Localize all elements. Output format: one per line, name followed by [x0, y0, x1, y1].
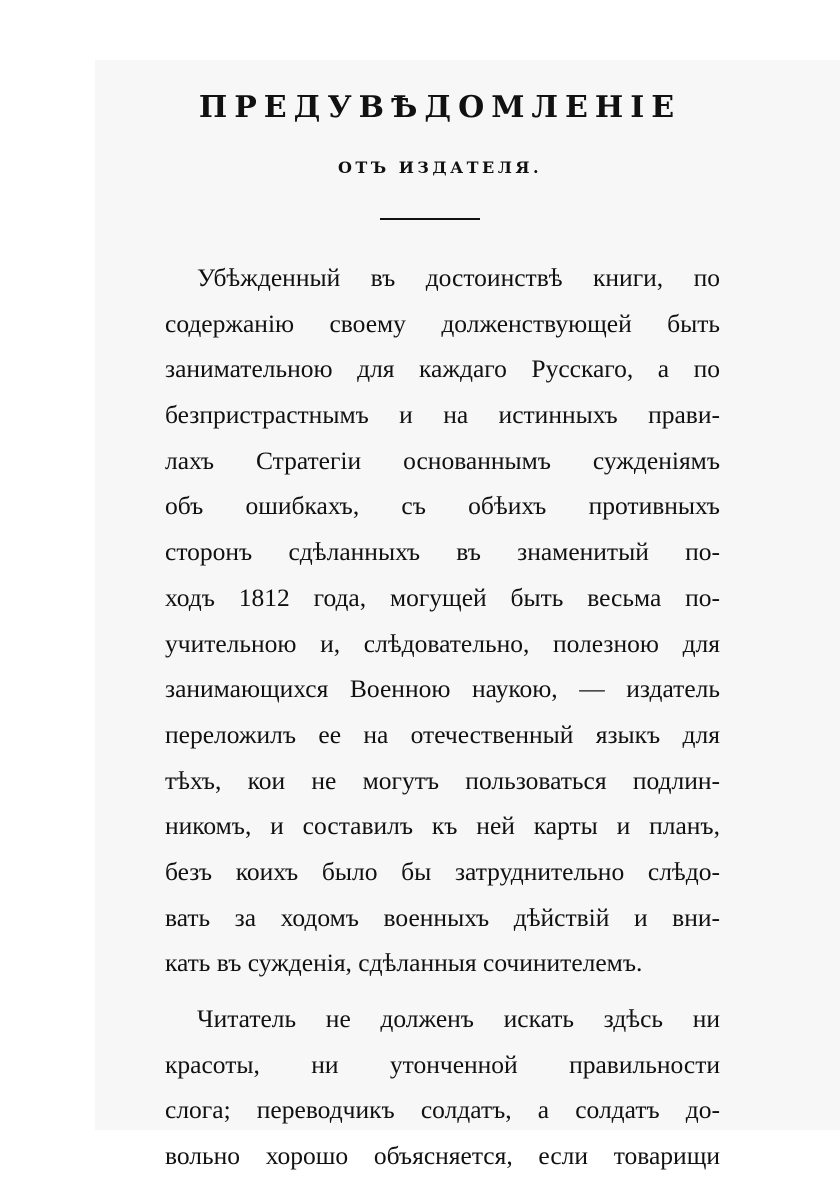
text-line: лахъ Стратегіи основаннымъ сужденіямъ [165, 445, 720, 475]
text-line: вать за ходомъ военныхъ дѣйствій и вни- [165, 902, 720, 932]
text-line: занимательною для каждаго Русскаго, а по [165, 354, 720, 384]
paragraph-1 [165, 255, 720, 986]
title-divider [380, 218, 480, 220]
text-line: Читатель не долженъ искать здѣсь ни [197, 1004, 720, 1033]
text-line: объ ошибкахъ, съ обѣихъ противныхъ [165, 491, 720, 521]
text-line: сторонъ сдѣланныхъ въ знаменитый по- [165, 537, 720, 567]
text-line: занимающихся Военною наукою, — издатель [165, 674, 720, 704]
text-line: тѣхъ, кои не могутъ пользоваться подлин- [165, 765, 720, 795]
text-line: переложилъ ее на отечественный языкъ для [165, 719, 720, 749]
text-line: красоты, ни утонченной правильности [165, 1049, 720, 1079]
text-line: Убѣжденный въ достоинствѣ книги, по [197, 263, 720, 292]
text-line: кать въ сужденія, сдѣланныя сочинителемъ. [165, 948, 643, 978]
text-line: безпристрастнымъ и на истинныхъ прави- [165, 400, 720, 430]
body-text [165, 255, 720, 1179]
text-line: содержанію своему долженствующей быть [165, 308, 720, 338]
page-subtitle: ОТЪ ИЗДАТЕЛЯ. [337, 158, 543, 177]
paragraph-gap [165, 986, 720, 996]
text-line: вольно хорошо объясняется, если товарищи [165, 1141, 720, 1171]
text-line: ходъ 1812 года, могущей быть весьма по- [165, 582, 720, 612]
text-line: никомъ, и составилъ къ ней карты и планъ, [165, 811, 720, 841]
text-line: учительною и, слѣдовательно, полезною для [165, 628, 720, 658]
text-line: слога; переводчикъ солдатъ, а солдатъ до- [165, 1095, 720, 1125]
text-line: безъ коихъ было бы затруднительно слѣдо- [165, 856, 720, 886]
paragraph-2 [165, 996, 720, 1179]
page-title: ПРЕДУВѢДОМЛЕНІЕ [198, 90, 682, 125]
